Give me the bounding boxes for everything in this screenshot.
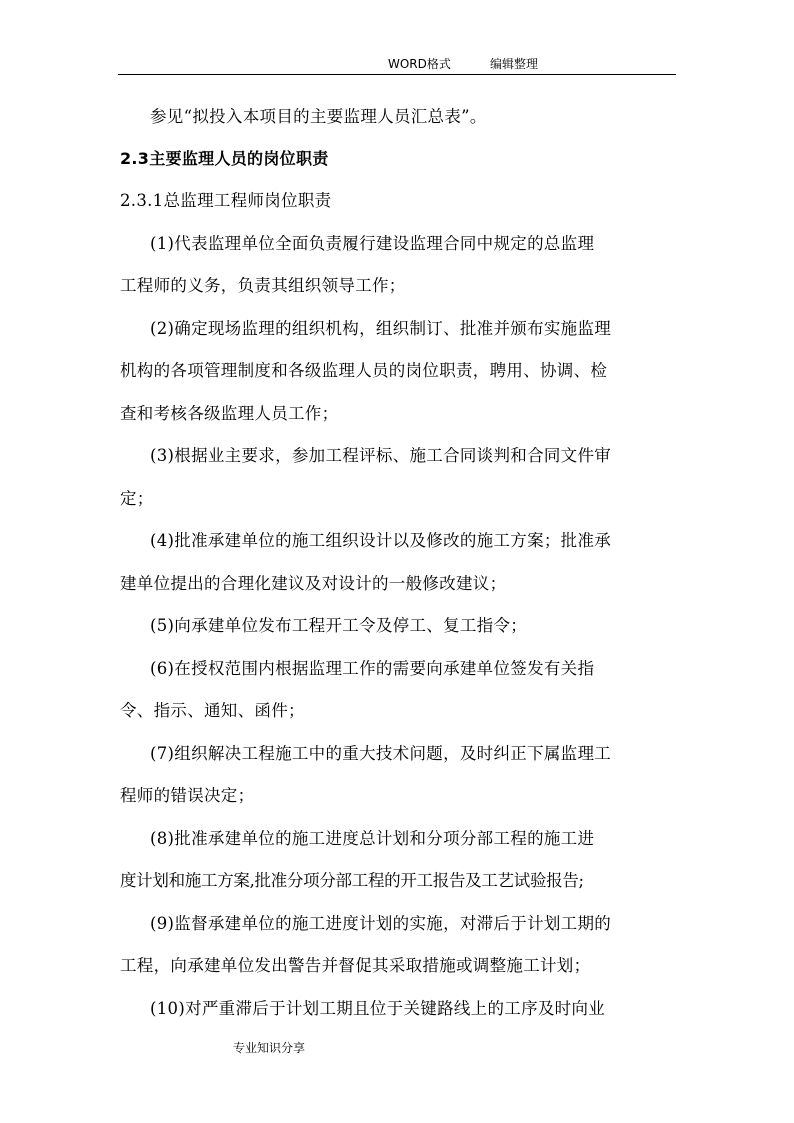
duty-item-7-line-2: 程师的错误决定； [120,786,255,805]
duty-item-4-line-1: (4)批准承建单位的施工组织设计以及修改的施工方案；批准承 [150,531,612,550]
header-format-label: WORD格式 [388,57,451,71]
duty-item-7-line-1: (7)组织解决工程施工中的重大技术问题，及时纠正下属监理工 [150,744,612,763]
duty-item-3-line-1: (3)根据业主要求，参加工程评标、施工合同谈判和合同文件审 [150,446,612,465]
duty-item-1-line-2: 工程师的义务，负责其组织领导工作； [120,276,406,295]
reference-paragraph: 参见“拟投入本项目的主要监理人员汇总表”。 [150,107,487,126]
duty-item-2-line-3: 查和考核各级监理人员工作； [120,404,339,423]
duty-item-3-line-2: 定； [120,489,154,508]
duty-item-6-line-1: (6)在授权范围内根据监理工作的需要向承建单位签发有关指 [150,659,595,678]
duty-item-6-line-2: 令、指示、通知、函件； [120,701,305,720]
section-heading: 2.3主要监理人员的岗位职责 [120,149,329,168]
duty-item-5-line-1: (5)向承建单位发布工程开工令及停工、复工指令； [150,616,528,635]
duty-item-8-line-2: 度计划和施工方案,批准分项分部工程的开工报告及工艺试验报告; [120,871,584,890]
duty-item-10-line-1: (10)对严重滞后于计划工期且位于关键路线上的工序及时向业 [150,999,606,1018]
duty-item-2-line-2: 机构的各项管理制度和各级监理人员的岗位职责，聘用、协调、检 [120,361,608,380]
duty-item-4-line-2: 建单位提出的合理化建议及对设计的一般修改建议； [120,574,507,593]
header-edit-label: 编辑整理 [490,57,539,71]
subsection-heading: 2.3.1总监理工程师岗位职责 [120,191,332,210]
duty-item-2-line-1: (2)确定现场监理的组织机构，组织制订、批准并颁布实施监理 [150,319,612,338]
duty-item-8-line-1: (8)批准承建单位的施工进度总计划和分项分部工程的施工进 [150,829,595,848]
duty-item-9-line-2: 工程，向承建单位发出警告并督促其采取措施或调整施工计划； [120,956,591,975]
page-footer: 专业知识分享 [233,1041,306,1055]
page-header [118,54,676,75]
duty-item-9-line-1: (9)监督承建单位的施工进度计划的实施，对滞后于计划工期的 [150,914,612,933]
duty-item-1-line-1: (1)代表监理单位全面负责履行建设监理合同中规定的总监理 [150,234,595,253]
